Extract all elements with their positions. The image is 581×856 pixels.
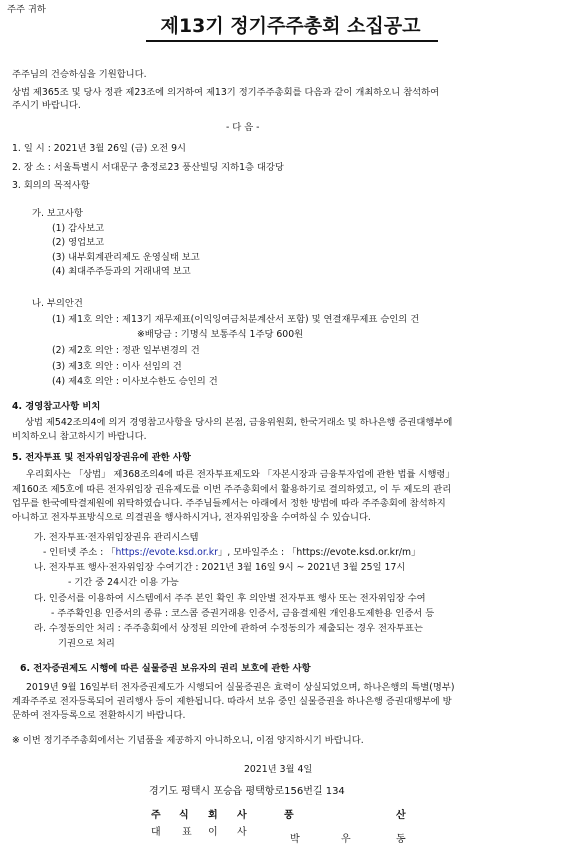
company-char: 산 — [396, 810, 406, 821]
resolution-item-4: (4) 제4호 의안 : 이사보수한도 승인의 건 — [52, 376, 218, 387]
intro-line-3: 주시기 바랍니다. — [12, 100, 81, 111]
ceo-char: 동 — [396, 834, 406, 845]
recipient: 주주 귀하 — [7, 4, 46, 15]
report-item: (4) 최대주주등과의 거래내역 보고 — [52, 266, 191, 277]
period-line: 나. 전자투표 행사·전자위임장 수여기간 : 2021년 3월 16일 9시 ~ 2021년 3월 25일 17시 — [34, 562, 406, 573]
item-purpose: 3. 회의의 목적사항 — [12, 180, 90, 191]
section4-heading: 4. 경영참고사항 비치 — [12, 401, 101, 412]
company-address: 경기도 평택시 포승읍 평택항로156번길 134 — [149, 786, 345, 797]
section4-line: 비치하오니 참고하시기 바랍니다. — [12, 431, 147, 442]
item-place: 2. 장 소 : 서울특별시 서대문구 충정로23 풍산빌딩 지하1층 대강당 — [12, 162, 284, 173]
report-heading: 가. 보고사항 — [32, 208, 83, 219]
system-address — [43, 546, 420, 559]
intro-line-1: 주주님의 건승하심을 기원합니다. — [12, 69, 147, 80]
company-char: 주 — [151, 810, 161, 821]
section4-line: 상법 제542조의4에 의거 경영참고사항을 당사의 본점, 금융위원회, 한국거래소 및 하나은행 증권대행부에 — [25, 417, 453, 428]
resolution-heading: 나. 부의안건 — [32, 298, 83, 309]
resolution-item-1: (1) 제1호 의안 : 제13기 재무제표(이익잉여금처분계산서 포함) 및 연결재무제표 승인의 건 — [52, 314, 420, 325]
report-item: (3) 내부회계관리제도 운영실태 보고 — [52, 252, 200, 263]
section6-heading: 6. 전자증권제도 시행에 따른 실물증권 보유자의 권리 보호에 관한 사항 — [20, 663, 311, 674]
system-heading: 가. 전자투표·전자위임장권유 관리시스템 — [34, 532, 199, 543]
auth-note: - 주주확인용 인증서의 종류 : 코스콤 증권거래용 인증서, 금융결제원 개인용도제한용 인증서 등 — [51, 608, 435, 619]
auth-line: 다. 인증서를 이용하여 시스템에서 주주 본인 확인 후 의안별 전자투표 행사 또는 전자위임장 수여 — [34, 593, 426, 604]
heading-center: - 다 음 - — [226, 122, 260, 133]
section6-line: 계좌주주로 전자등록되어 권리행사 등이 제한됩니다. 따라서 보유 중인 실물증권을 하나은행 증권대행부에 방 — [12, 696, 452, 707]
notice-note: ※ 이번 정기주주총회에서는 기념품을 제공하지 아니하오니, 이점 양지하시기 바랍니다. — [12, 735, 364, 746]
ceo-char: 대 — [151, 827, 161, 838]
page-title: 제13기 정기주주총회 소집공고 — [160, 15, 421, 37]
company-char: 식 — [179, 810, 189, 821]
system-prefix: - 인터넷 주소 : 「 — [43, 547, 116, 558]
ceo-char: 표 — [182, 827, 192, 838]
title-underline — [146, 40, 438, 42]
item-datetime: 1. 일 시 : 2021년 3월 26일 (금) 오전 9시 — [12, 143, 187, 154]
resolution-item-2: (2) 제2호 의안 : 정관 일부변경의 건 — [52, 345, 200, 356]
amend-line-2: 기권으로 처리 — [58, 638, 115, 649]
amend-line: 라. 수정동의안 처리 : 주주총회에서 상정된 의안에 관하여 수정동의가 제출되는 경우 전자투표는 — [34, 623, 423, 634]
section6-line: 문하여 전자등록으로 전환하시기 바랍니다. — [12, 710, 186, 721]
resolution-item-3: (3) 제3호 의안 : 이사 선임의 건 — [52, 361, 182, 372]
evote-link[interactable]: https://evote.ksd.or.kr — [115, 547, 218, 558]
period-note: - 기간 중 24시간 이용 가능 — [68, 577, 179, 588]
ceo-char: 우 — [341, 834, 351, 845]
company-char: 회 — [208, 810, 218, 821]
company-char: 사 — [237, 810, 247, 821]
system-mobile: 」, 모바일주소 : 「https://evote.ksd.or.kr/m」 — [217, 547, 421, 558]
section6-line: 2019년 9월 16일부터 전자증권제도가 시행되어 실물증권은 효력이 상실되었으며, 하나은행의 특별(명부) — [26, 682, 455, 693]
company-char: 풍 — [284, 810, 294, 821]
intro-line-2: 상법 제365조 및 당사 정관 제23조에 의거하여 제13기 정기주주총회를 다음과 같이 개최하오니 참석하여 — [12, 87, 440, 98]
ceo-char: 박 — [290, 834, 300, 845]
section5-line: 제160조 제5호에 따른 전자위임장 권유제도를 이번 주주총회에서 활용하기로 결의하였고, 이 두 제도의 관리 — [12, 484, 452, 495]
report-item: (2) 영업보고 — [52, 237, 105, 248]
section5-line: 업무를 한국예탁결제원에 위탁하였습니다. 주주님들께서는 아래에서 정한 방법에 따라 주주총회에 참석하지 — [12, 498, 446, 509]
section5-line: 우리회사는 「상법」 제368조의4에 따른 전자투표제도와 「자본시장과 금융투자업에 관한 법률 시행령」 — [26, 469, 455, 480]
report-item: (1) 감사보고 — [52, 223, 105, 234]
section5-heading: 5. 전자투표 및 전자위임장권유에 관한 사항 — [12, 452, 191, 463]
ceo-char: 이 — [208, 827, 218, 838]
ceo-char: 사 — [237, 827, 247, 838]
dividend-note: ※배당금 : 기명식 보통주식 1주당 600원 — [137, 329, 304, 340]
document-date: 2021년 3월 4일 — [244, 764, 313, 775]
section5-line: 아니하고 전자투표방식으로 의결권을 행사하시거나, 전자위임장을 수여하실 수 있습니다. — [12, 512, 371, 523]
